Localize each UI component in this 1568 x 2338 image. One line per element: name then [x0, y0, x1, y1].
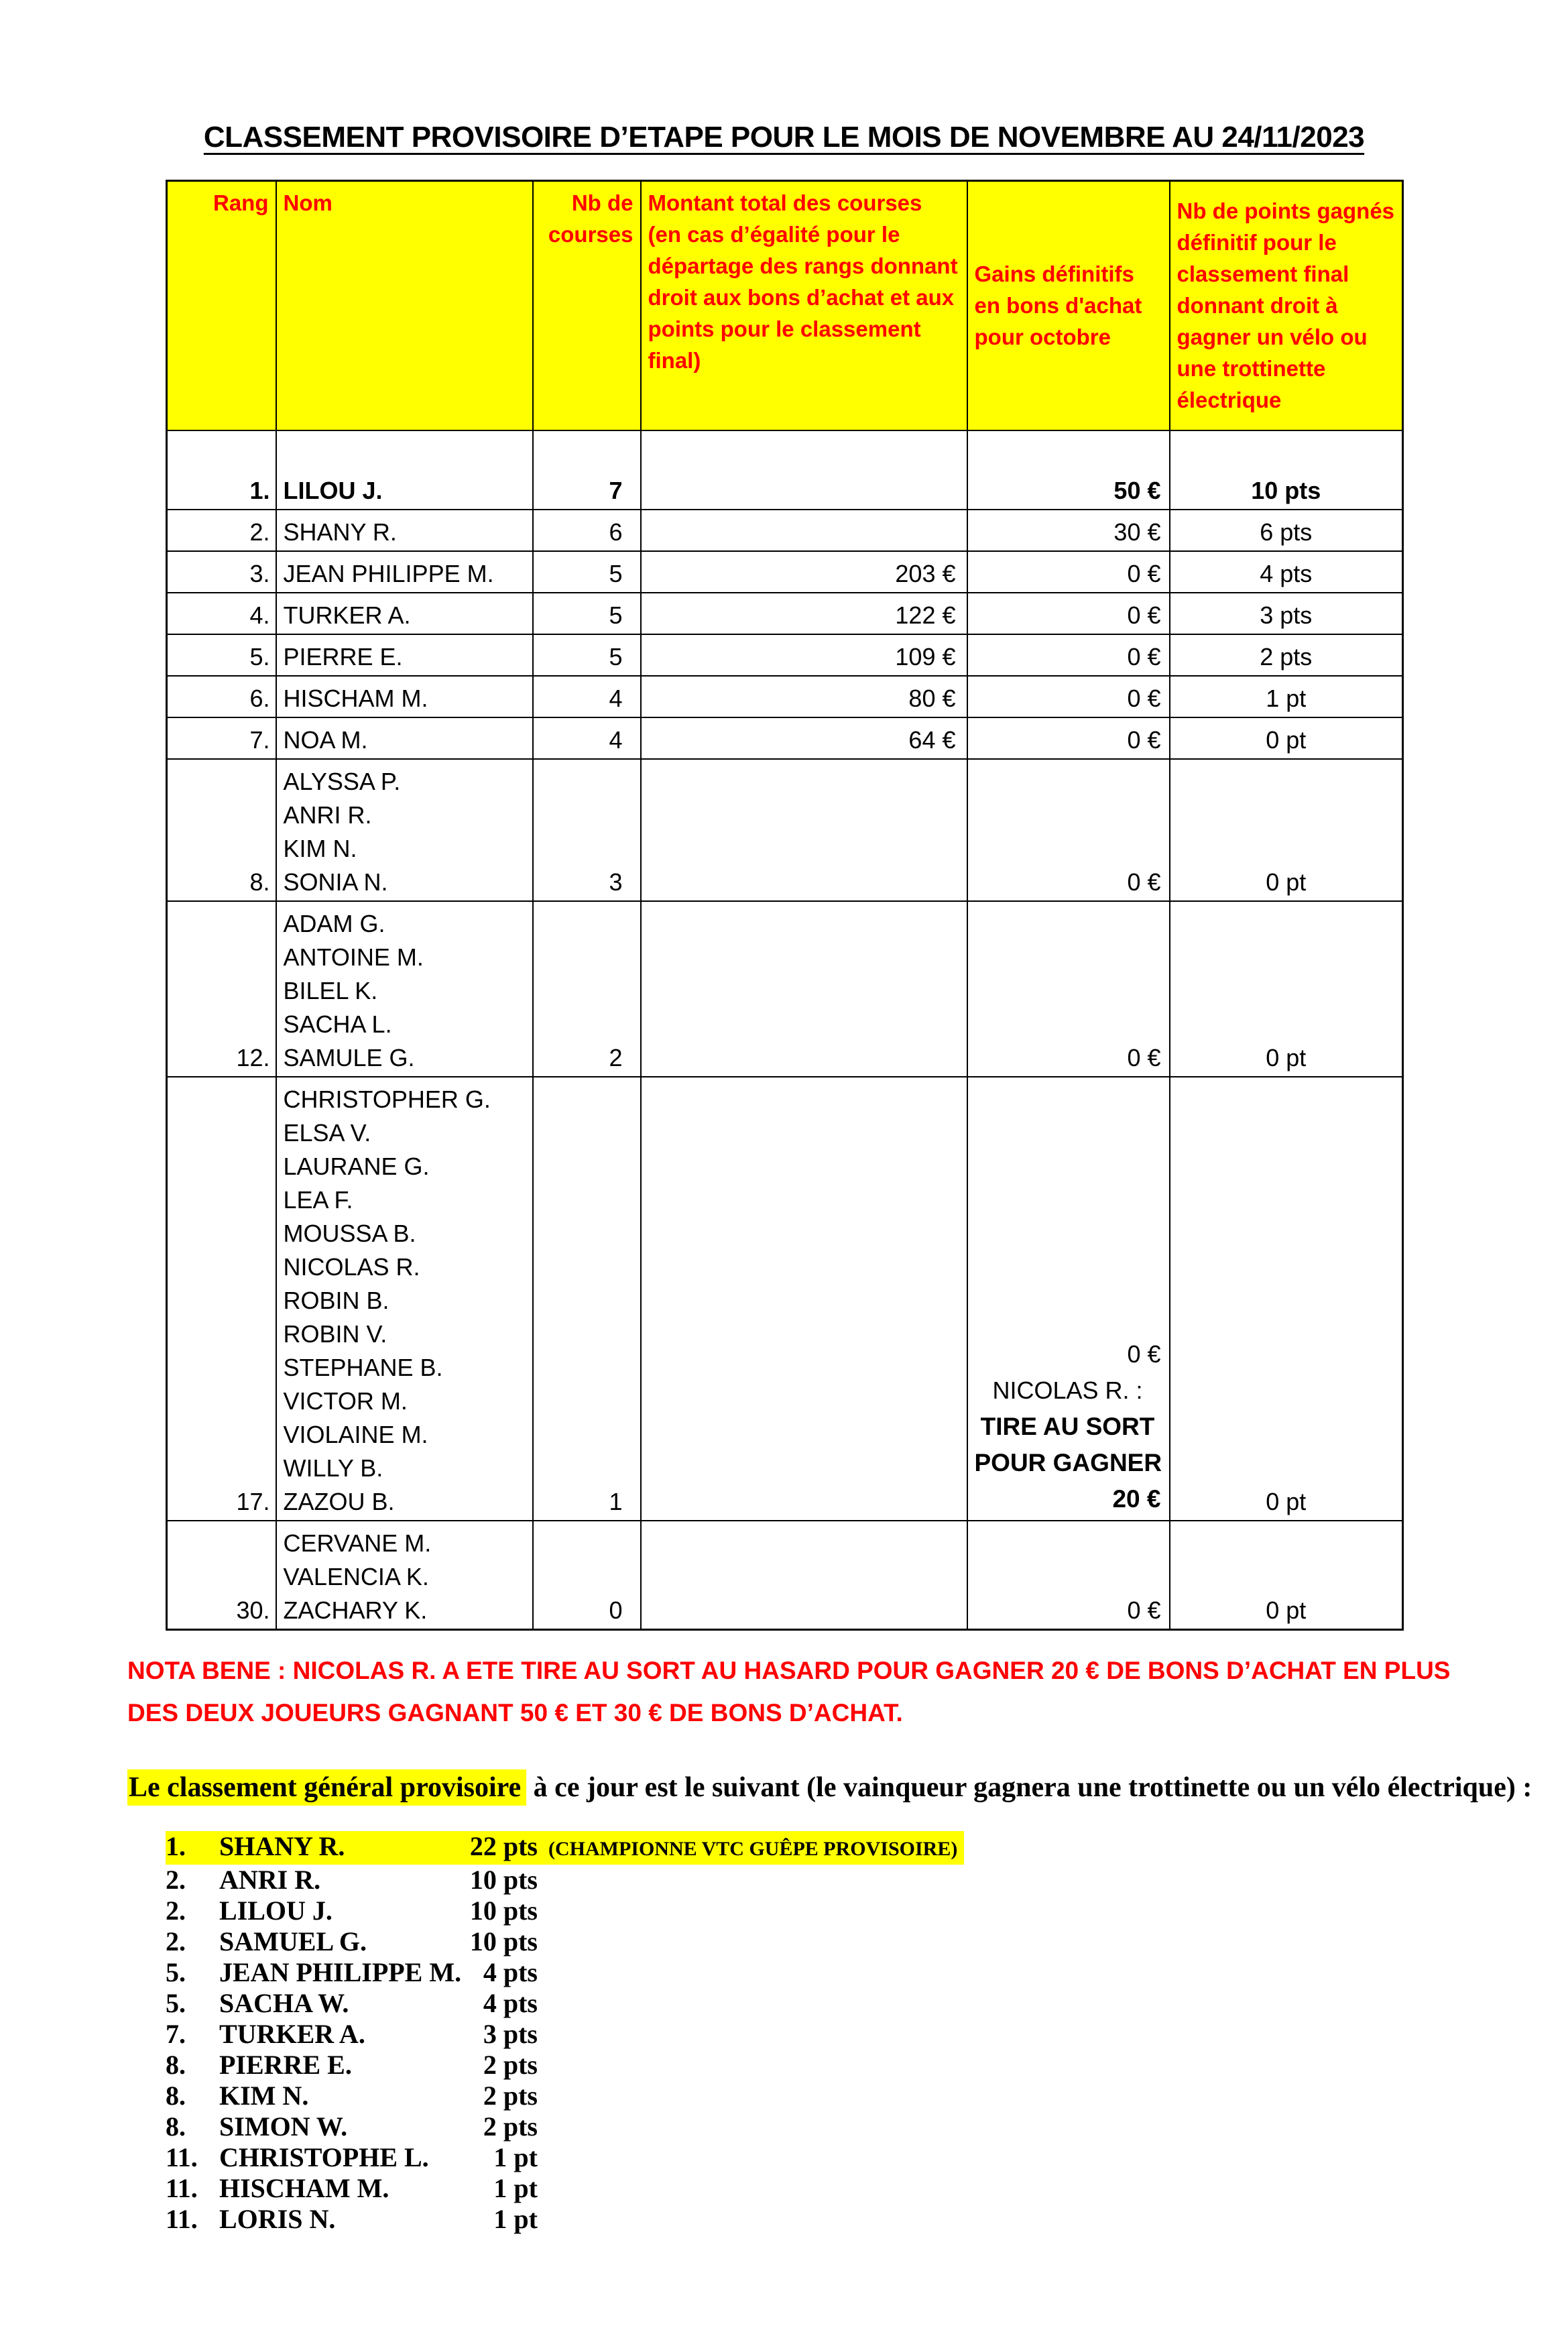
- document-page: [0, 121, 1568, 2338]
- general-intro: [127, 1769, 1568, 1806]
- ranking-item-name: SACHA W.: [219, 1988, 349, 2019]
- header-gains: Gains définitifs en bons d'achat pour octobre: [967, 181, 1170, 430]
- row-points-cell: 2 pts: [1170, 634, 1403, 676]
- row-gains-cell: 0 €: [967, 1521, 1170, 1630]
- ranking-item-points: 10 pts: [469, 1895, 538, 1926]
- player-name: TURKER A.: [283, 601, 411, 629]
- ranking-item-points: 10 pts: [469, 1865, 538, 1895]
- row-gains-cell: 30 €: [967, 510, 1170, 551]
- row-gains-cell: 0 €: [967, 759, 1170, 901]
- row-rank-cell: 1.: [167, 430, 276, 510]
- ranking-item-rank: 11.: [166, 2204, 198, 2235]
- ranking-item-points: 22 pts: [469, 1831, 538, 1862]
- row-names-cell: [276, 593, 533, 634]
- player-name: LILOU J.: [283, 476, 383, 504]
- ranking-item-points: 1 pt: [493, 2173, 538, 2204]
- ranking-item-rank: 5.: [166, 1957, 186, 1988]
- gains-line: 20 €: [1112, 1484, 1161, 1513]
- player-name: CHRISTOPHER G.: [283, 1085, 491, 1113]
- table-row: [167, 510, 1403, 551]
- player-name: ZACHARY K.: [283, 1596, 428, 1624]
- player-name: SAMULE G.: [283, 1043, 415, 1071]
- row-names-cell: [276, 430, 533, 510]
- page-title: CLASSEMENT PROVISOIRE D’ETAPE POUR LE MOIS DE NOVEMBRE AU 24/11/2023: [203, 121, 1365, 154]
- ranking-item: [166, 2050, 544, 2081]
- row-rank-cell: 12.: [167, 901, 276, 1077]
- table-row: [167, 676, 1403, 717]
- row-rank-cell: 3.: [167, 551, 276, 593]
- table-row: [167, 593, 1403, 634]
- ranking-item-name: ANRI R.: [219, 1865, 321, 1895]
- player-name: BILEL K.: [283, 976, 378, 1004]
- table-row: [167, 634, 1403, 676]
- row-gains-cell: 0 €: [967, 676, 1170, 717]
- ranking-item-points: 2 pts: [483, 2111, 538, 2142]
- row-montant-cell: [641, 430, 967, 510]
- ranking-item-points: 1 pt: [493, 2204, 538, 2235]
- row-rank-cell: 5.: [167, 634, 276, 676]
- player-name: JEAN PHILIPPE M.: [283, 559, 494, 587]
- table-header-row: [167, 181, 1403, 430]
- row-points-cell: 3 pts: [1170, 593, 1403, 634]
- general-intro-highlight: Le classement général provisoire: [127, 1769, 526, 1806]
- table-header: [167, 181, 1403, 430]
- row-courses-cell: 1: [533, 1077, 641, 1521]
- row-names-cell: [276, 1521, 533, 1630]
- row-montant-cell: [641, 510, 967, 551]
- table-row: [167, 1521, 1403, 1630]
- row-names-cell: [276, 510, 533, 551]
- row-rank-cell: 7.: [167, 717, 276, 759]
- row-points-cell: 10 pts: [1170, 430, 1403, 510]
- row-points-cell: 0 pt: [1170, 901, 1403, 1077]
- ranking-item-note: (CHAMPIONNE VTC GUÊPE PROVISOIRE): [548, 1838, 958, 1861]
- nota-bene-text: NOTA BENE : NICOLAS R. A ETE TIRE AU SORT AU HASARD POUR GAGNER 20 € DE BONS D’ACHAT EN PLUS DES DEUX JOUEURS GAGNANT 50 € ET 30 € DE BONS D’ACHAT.: [127, 1656, 1451, 1727]
- row-courses-cell: 2: [533, 901, 641, 1077]
- table-body: [167, 430, 1403, 1630]
- ranking-item-name: HISCHAM M.: [219, 2173, 389, 2204]
- row-montant-cell: [641, 759, 967, 901]
- ranking-item-name: SIMON W.: [219, 2111, 348, 2142]
- header-rang: Rang: [167, 181, 276, 430]
- row-courses-cell: 0: [533, 1521, 641, 1630]
- ranking-item: [166, 2142, 544, 2173]
- player-name: SACHA L.: [283, 1010, 392, 1038]
- general-ranking-list: [166, 1831, 1568, 2235]
- row-courses-cell: 6: [533, 510, 641, 551]
- row-courses-cell: 7: [533, 430, 641, 510]
- gains-line: NICOLAS R. :: [992, 1376, 1143, 1404]
- row-courses-cell: 3: [533, 759, 641, 901]
- row-montant-cell: [641, 1077, 967, 1521]
- row-courses-cell: 4: [533, 676, 641, 717]
- player-name: ANTOINE M.: [283, 943, 424, 971]
- ranking-item: [166, 2111, 544, 2142]
- player-name: ROBIN V.: [283, 1320, 387, 1348]
- row-points-cell: 4 pts: [1170, 551, 1403, 593]
- player-name: ANRI R.: [283, 801, 372, 829]
- etape-ranking-table: [166, 180, 1404, 1631]
- ranking-item-points: 4 pts: [483, 1957, 538, 1988]
- table-row: [167, 1077, 1403, 1521]
- player-name: ALYSSA P.: [283, 767, 401, 795]
- ranking-item-name: LILOU J.: [219, 1895, 333, 1926]
- row-montant-cell: 203 €: [641, 551, 967, 593]
- player-name: MOUSSA B.: [283, 1219, 416, 1247]
- row-names-cell: [276, 634, 533, 676]
- header-montant: Montant total des courses (en cas d’égalité pour le départage des rangs donnant droit aux bons d’achat et aux points pour le classement final): [641, 181, 967, 430]
- gains-line: 0 €: [1127, 1340, 1161, 1368]
- player-name: ELSA V.: [283, 1118, 371, 1147]
- header-courses: Nb de courses: [533, 181, 641, 430]
- row-gains-cell: 0 €: [967, 717, 1170, 759]
- player-name: NOA M.: [283, 725, 368, 754]
- ranking-item: [166, 1988, 544, 2019]
- gains-line: TIRE AU SORT: [980, 1412, 1155, 1440]
- row-gains-cell: 0 €: [967, 593, 1170, 634]
- row-courses-cell: 4: [533, 717, 641, 759]
- row-points-cell: 0 pt: [1170, 1521, 1403, 1630]
- row-points-cell: 0 pt: [1170, 759, 1403, 901]
- ranking-item-name: TURKER A.: [219, 2019, 365, 2050]
- player-name: HISCHAM M.: [283, 684, 428, 712]
- header-nom: Nom: [276, 181, 533, 430]
- ranking-item: [166, 1895, 544, 1926]
- ranking-item-name: JEAN PHILIPPE M.: [219, 1957, 462, 1988]
- gains-line: POUR GAGNER: [974, 1448, 1162, 1476]
- row-gains-cell: 0 €: [967, 901, 1170, 1077]
- ranking-item-rank: 8.: [166, 2081, 186, 2111]
- player-name: LEA F.: [283, 1185, 353, 1214]
- row-montant-cell: 122 €: [641, 593, 967, 634]
- ranking-item-points: 2 pts: [483, 2081, 538, 2111]
- row-points-cell: 6 pts: [1170, 510, 1403, 551]
- player-name: VALENCIA K.: [283, 1562, 429, 1590]
- ranking-item: [166, 1957, 544, 1988]
- header-points: Nb de points gagnés définitif pour le classement final donnant droit à gagner un vélo ou une trottinette électrique: [1170, 181, 1403, 430]
- ranking-item-points: 10 pts: [469, 1926, 538, 1957]
- ranking-item: [166, 1926, 544, 1957]
- ranking-item-rank: 1.: [166, 1831, 186, 1862]
- ranking-item-name: LORIS N.: [219, 2204, 336, 2235]
- row-courses-cell: 5: [533, 634, 641, 676]
- ranking-item-rank: 2.: [166, 1865, 186, 1895]
- player-name: VICTOR M.: [283, 1387, 408, 1415]
- row-courses-cell: 5: [533, 593, 641, 634]
- ranking-item: [166, 2173, 544, 2204]
- player-name: VIOLAINE M.: [283, 1420, 428, 1448]
- table-row: [167, 901, 1403, 1077]
- row-names-cell: [276, 1077, 533, 1521]
- ranking-item-points: 1 pt: [493, 2142, 538, 2173]
- player-name: STEPHANE B.: [283, 1353, 443, 1381]
- row-rank-cell: 2.: [167, 510, 276, 551]
- ranking-item-name: KIM N.: [219, 2081, 309, 2111]
- ranking-item-rank: 8.: [166, 2050, 186, 2081]
- ranking-item-points: 4 pts: [483, 1988, 538, 2019]
- row-names-cell: [276, 551, 533, 593]
- table-row: [167, 759, 1403, 901]
- player-name: ZAZOU B.: [283, 1487, 395, 1515]
- ranking-item-name: CHRISTOPHE L.: [219, 2142, 429, 2173]
- row-names-cell: [276, 901, 533, 1077]
- player-name: ROBIN B.: [283, 1286, 389, 1314]
- row-courses-cell: 5: [533, 551, 641, 593]
- general-intro-rest: à ce jour est le suivant (le vainqueur gagnera une trottinette ou un vélo électrique) :: [526, 1771, 1532, 1803]
- row-points-cell: 1 pt: [1170, 676, 1403, 717]
- ranking-item-rank: 8.: [166, 2111, 186, 2142]
- player-name: LAURANE G.: [283, 1152, 430, 1180]
- ranking-item-rank: 11.: [166, 2173, 198, 2204]
- row-gains-cell: 50 €: [967, 430, 1170, 510]
- ranking-item-name: SAMUEL G.: [219, 1926, 367, 1957]
- player-name: PIERRE E.: [283, 642, 403, 670]
- ranking-item-name: PIERRE E.: [219, 2050, 352, 2081]
- player-name: SHANY R.: [283, 518, 397, 546]
- ranking-item-points: 3 pts: [483, 2019, 538, 2050]
- ranking-item-rank: 7.: [166, 2019, 186, 2050]
- table-row: [167, 717, 1403, 759]
- player-name: ADAM G.: [283, 909, 385, 937]
- player-name: CERVANE M.: [283, 1529, 432, 1557]
- row-gains-cell: 0 €: [967, 551, 1170, 593]
- row-points-cell: 0 pt: [1170, 1077, 1403, 1521]
- row-montant-cell: [641, 901, 967, 1077]
- row-gains-cell: 0 €: [967, 634, 1170, 676]
- row-montant-cell: [641, 1521, 967, 1630]
- row-points-cell: 0 pt: [1170, 717, 1403, 759]
- ranking-item-rank: 2.: [166, 1895, 186, 1926]
- player-name: WILLY B.: [283, 1454, 383, 1482]
- row-montant-cell: 80 €: [641, 676, 967, 717]
- row-rank-cell: 17.: [167, 1077, 276, 1521]
- table-row: [167, 430, 1403, 510]
- ranking-item-points: 2 pts: [483, 2050, 538, 2081]
- ranking-item: [166, 1831, 964, 1865]
- row-names-cell: [276, 717, 533, 759]
- row-rank-cell: 6.: [167, 676, 276, 717]
- table-row: [167, 551, 1403, 593]
- row-rank-cell: 4.: [167, 593, 276, 634]
- row-gains-cell: [967, 1077, 1170, 1521]
- ranking-item-rank: 2.: [166, 1926, 186, 1957]
- ranking-item-rank: 11.: [166, 2142, 198, 2173]
- player-name: NICOLAS R.: [283, 1252, 420, 1281]
- ranking-item-rank: 5.: [166, 1988, 186, 2019]
- ranking-item: [166, 2204, 544, 2235]
- ranking-item: [166, 2019, 544, 2050]
- row-names-cell: [276, 759, 533, 901]
- player-name: SONIA N.: [283, 868, 388, 896]
- ranking-item: [166, 2081, 544, 2111]
- ranking-item-name: SHANY R.: [219, 1831, 345, 1862]
- row-montant-cell: 64 €: [641, 717, 967, 759]
- player-name: KIM N.: [283, 834, 357, 862]
- ranking-item: [166, 1865, 544, 1895]
- row-montant-cell: 109 €: [641, 634, 967, 676]
- row-rank-cell: 30.: [167, 1521, 276, 1630]
- row-rank-cell: 8.: [167, 759, 276, 901]
- row-names-cell: [276, 676, 533, 717]
